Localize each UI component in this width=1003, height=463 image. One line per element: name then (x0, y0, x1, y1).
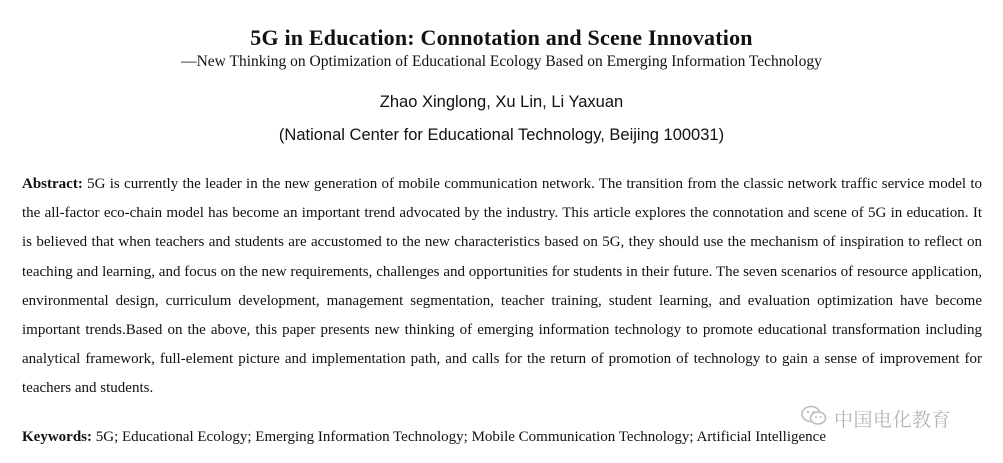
paper-subtitle: —New Thinking on Optimization of Educational Ecology Based on Emerging Information Technology (181, 53, 822, 70)
source-watermark (800, 404, 951, 432)
wechat-icon (800, 404, 828, 433)
affiliation: (National Center for Educational Technology, Beijing 100031) (278, 126, 725, 144)
watermark-text: 中国电化教育 (834, 408, 952, 431)
abstract-label: Abstract: (22, 176, 83, 192)
abstract-paragraph (22, 170, 982, 404)
author-list: Zhao Xinglong, Xu Lin, Li Yaxuan (379, 93, 624, 111)
keywords-label: Keywords: (22, 429, 92, 445)
paper-title: 5G in Education: Connotation and Scene Innovation (250, 25, 753, 50)
abstract-text: 5G is currently the leader in the new generation of mobile communication network. The transition from the classic network traffic service model to the all-factor eco-chain model has become an important trend advocated by the industry. This article explores the connotation and scene of 5G in education. It is believed that when teachers and students are accustomed to the new characteristics based on 5G, they should use the mechanism of inspiration to reflect on teaching and learning, and focus on the new requirements, challenges and opportunities for students in their future. The seven scenarios of resource application, environmental design, curriculum development, management segmentation, teacher training, student learning, and evaluation optimization have become important trends.Based on the above, this paper presents new thinking of emerging information technology to promote educational transformation including analytical framework, full-element picture and implementation path, and calls for the return of promotion of technology to gain a sense of improvement for teachers and students. (22, 176, 983, 397)
keywords-text: 5G; Educational Ecology; Emerging Information Technology; Mobile Communication Technology; Artificial Intelligence (95, 429, 826, 445)
